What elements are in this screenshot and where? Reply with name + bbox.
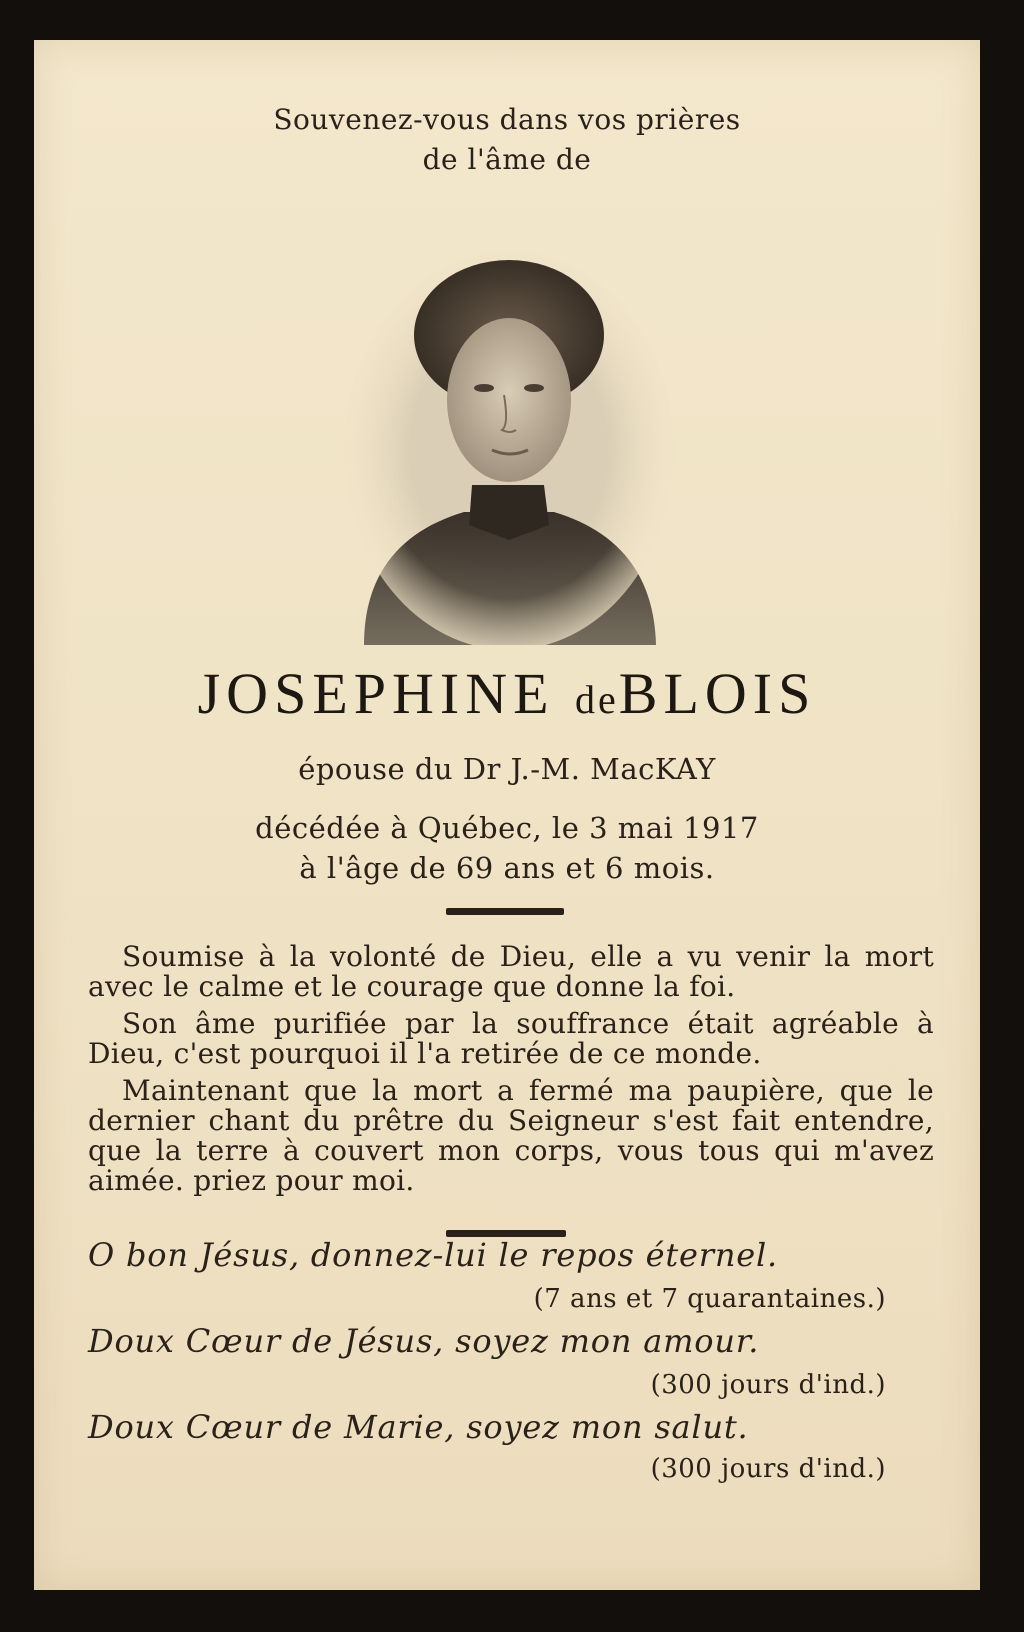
paragraph: Maintenant que la mort a fermé ma paupière, que le dernier chant du prêtre du Seigneur s'est fait entendre, que la terre à couvert mon corps, vous tous qui m'avez aimée. priez pour moi.	[88, 1074, 934, 1197]
spouse-line: épouse du Dr J.-M. MacKAY	[298, 752, 716, 786]
remembrance-line-1: Souvenez-vous dans vos prières	[273, 103, 741, 136]
memorial-card	[34, 40, 980, 1590]
indulgence-note: (300 jours d'ind.)	[650, 1370, 886, 1400]
first-name: JOSEPHINE	[197, 661, 555, 726]
death-info	[34, 808, 980, 888]
prayer-line: Doux Cœur de Jésus, soyez mon amour.	[88, 1322, 760, 1360]
age-line: à l'âge de 69 ans et 6 mois.	[299, 851, 715, 885]
last-name: BLOIS	[618, 661, 817, 726]
portrait-photo	[344, 250, 674, 650]
prayer-line: O bon Jésus, donnez-lui le repos éternel.	[88, 1236, 779, 1274]
indulgence-note: (7 ans et 7 quarantaines.)	[533, 1284, 886, 1314]
prayer-line: Doux Cœur de Marie, soyez mon salut.	[88, 1408, 749, 1446]
paragraph: Son âme purifiée par la souffrance était agréable à Dieu, c'est pourquoi il l'a retirée de ce monde.	[88, 1007, 934, 1070]
paragraph: Soumise à la volonté de Dieu, elle a vu venir la mort avec le calme et le courage que donne la foi.	[88, 940, 934, 1003]
memorial-text	[88, 942, 934, 1203]
death-date-line: décédée à Québec, le 3 mai 1917	[255, 811, 759, 845]
divider-rule	[446, 908, 564, 915]
indulgence-note: (300 jours d'ind.)	[650, 1454, 886, 1484]
remembrance-header	[34, 100, 980, 180]
deceased-name	[34, 660, 980, 727]
remembrance-line-2: de l'âme de	[422, 143, 592, 176]
name-particle: de	[575, 677, 619, 722]
